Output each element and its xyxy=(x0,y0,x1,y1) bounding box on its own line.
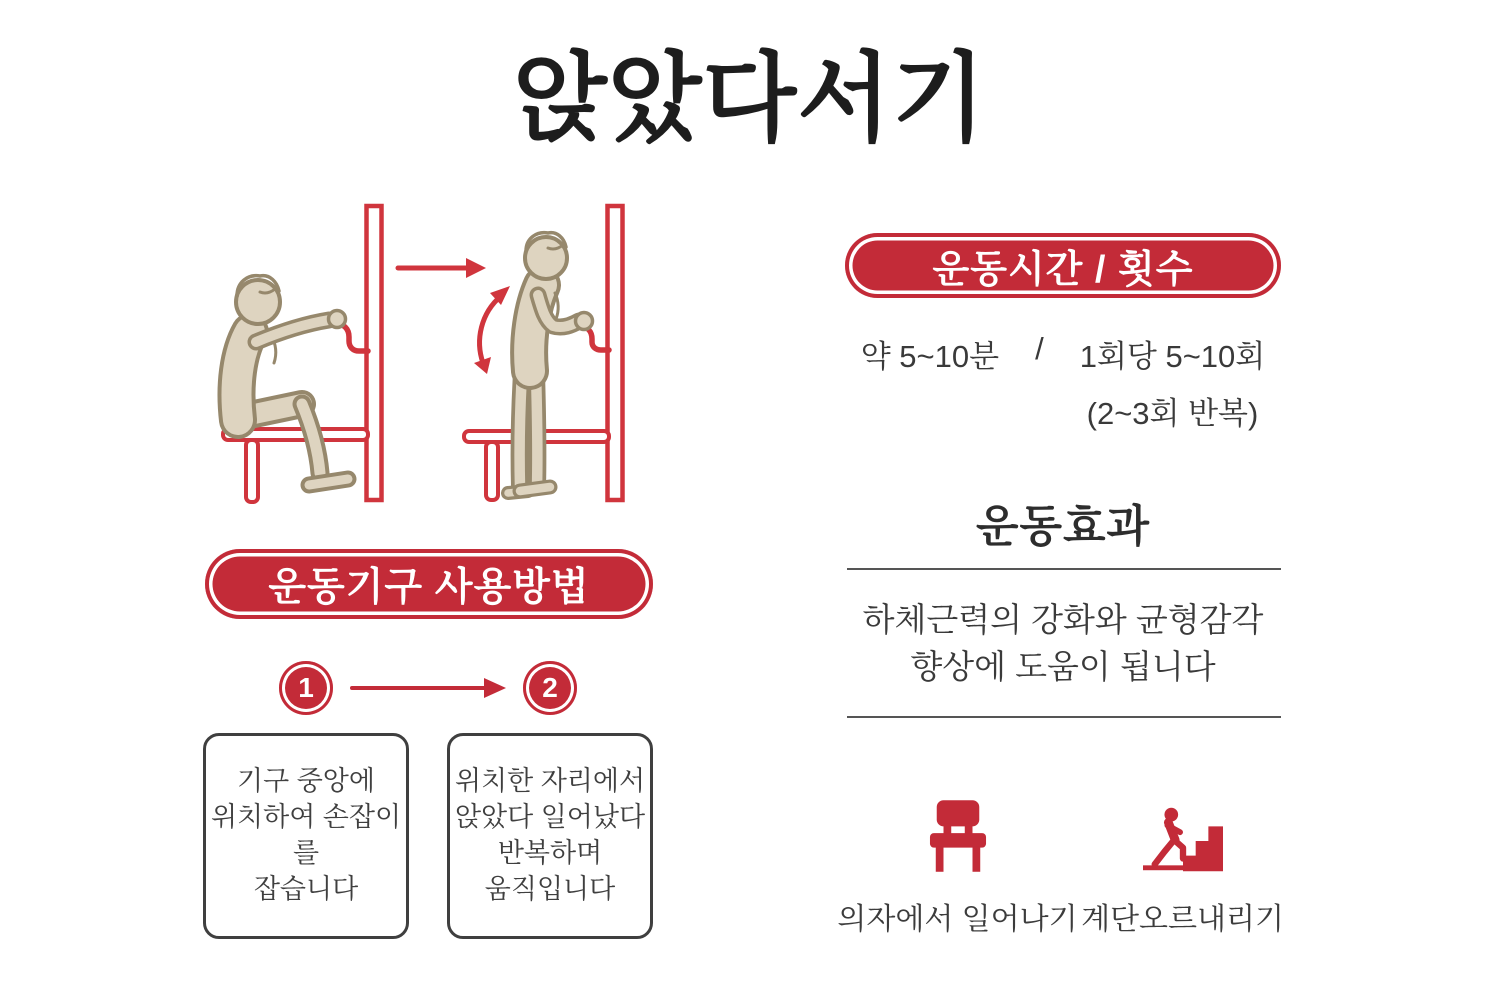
benefit-stairs xyxy=(1081,798,1284,938)
benefit-chair xyxy=(837,798,1078,938)
stairs-climbing-icon xyxy=(1143,806,1223,872)
reps-note: (2~3회 반복) xyxy=(1086,396,1259,431)
divider xyxy=(847,716,1281,718)
step-2-line: 반복하며 xyxy=(497,838,603,868)
usage-method-badge-label: 운동기구 사용방법 xyxy=(268,566,590,609)
exercise-time-badge xyxy=(845,233,1281,298)
separator-slash: / xyxy=(1035,331,1044,366)
step-2-circle xyxy=(523,661,577,715)
up-down-arrow-icon xyxy=(474,286,510,374)
step-1-line: 잡습니다 xyxy=(253,873,359,904)
step-2-line: 움직입니다 xyxy=(484,873,616,904)
exercise-time-badge-label: 운동시간 / 횟수 xyxy=(932,249,1194,291)
chair-icon xyxy=(929,800,987,872)
divider xyxy=(847,568,1281,570)
step-2-line: 위치한 자리에서 xyxy=(454,766,646,797)
step-1-number: 1 xyxy=(298,672,314,703)
step-arrow-icon xyxy=(348,672,508,704)
step-2-line: 앉았다 일어났다 xyxy=(454,802,646,833)
standing-figure xyxy=(508,233,593,493)
right-arrow-icon xyxy=(398,258,486,278)
step-1-circle xyxy=(279,661,333,715)
effect-line: 하체근력의 강화와 균형감각 xyxy=(862,601,1264,638)
effect-line: 향상에 도움이 됩니다 xyxy=(910,647,1216,685)
exercise-time-values xyxy=(845,331,1281,433)
duration-value: 약 5~10분 xyxy=(860,339,1000,374)
step-2-number: 2 xyxy=(542,672,558,703)
sit-to-stand-illustration xyxy=(180,190,680,520)
effect-heading: 운동효과 xyxy=(975,502,1150,551)
step-1-box xyxy=(203,733,409,939)
reps-value: 1회당 5~10회 xyxy=(1079,339,1266,374)
step-1-line: 위치하여 손잡이를 xyxy=(210,802,402,868)
benefit-stairs-label: 계단오르내리기 xyxy=(1081,903,1284,936)
usage-method-badge xyxy=(205,549,653,619)
step-1-line: 기구 중앙에 xyxy=(237,766,375,797)
effect-description xyxy=(820,597,1306,691)
step-2-box xyxy=(447,733,653,939)
benefit-chair-label: 의자에서 일어나기 xyxy=(837,903,1078,936)
page-title: 앉았다서기 xyxy=(513,44,987,153)
